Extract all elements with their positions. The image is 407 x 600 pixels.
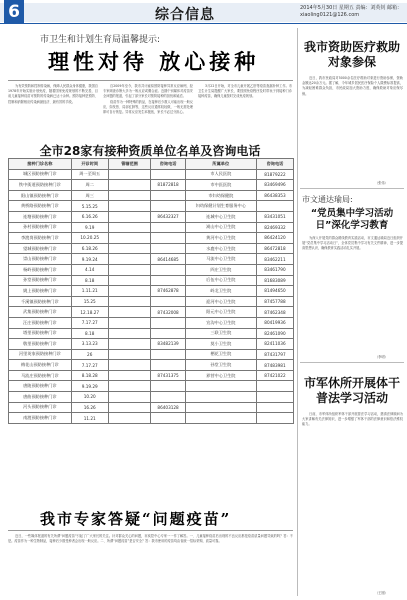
table-cell [108,169,151,180]
table-cell [108,254,151,265]
table-cell: 三联卫生院 [185,328,256,339]
table-cell [256,402,293,413]
table-cell: 8.18 [71,275,108,286]
table-cell: 83461790 [256,264,293,275]
table-row [9,402,294,413]
table-cell [108,402,151,413]
table-cell: 9.19.29 [71,381,108,392]
table-cell: 11.21 [71,413,108,424]
table-row [9,286,294,297]
table-cell [185,392,256,403]
lead-divider [8,80,293,81]
right-headline-2: “党员集中学习活动日”深化学习教育 [310,208,394,231]
table-cell [108,264,151,275]
table-cell: 孙堂卫生院 [185,360,256,371]
table-cell [108,360,151,371]
table-cell: 83482139 [151,339,185,350]
table-cell: 南渡预防接种门诊 [9,413,72,424]
table-cell: 8.18 [71,328,108,339]
table-cell [151,317,185,328]
column-divider [297,28,298,596]
table-cell [256,201,293,212]
vaccination-table [8,158,294,424]
table-cell: 83469496 [256,180,293,191]
table-cell [256,413,293,424]
table-cell: 岭北卫生院 [185,286,256,297]
table-cell [108,307,151,318]
table-cell: 82469332 [256,222,293,233]
table-cell: 阳山镇预防接种门诊 [9,190,72,201]
page-number: 6 [4,0,24,24]
table-cell [108,381,151,392]
table-cell: 妇幼保健计划生育服务中心 [185,201,256,212]
section-title: 综合信息 [155,7,215,23]
table-cell [151,233,185,244]
table-cell [256,381,293,392]
byline-3: （王刚） [375,591,388,595]
lead-paragraph: 为有效预防和控制传染病，保障人民群众身体健康，我国自1978年开始实施计划免疫，随着国家免疫规划的不断完善，目前儿童接种疫苗可预防的传染病已达十余种。预防接种是预防、控制和消除相应传染病最经济、最有效的手段。 [8,84,98,104]
table-cell: 界营中心卫生院 [185,370,256,381]
table-cell: 86403128 [151,402,185,413]
table-cell: 87462878 [151,286,185,297]
column-header: 咨询电话 [256,159,293,170]
table-row [9,307,294,318]
table-cell: 81494650 [256,286,293,297]
table-cell: 阳元中心卫生院 [185,307,256,318]
table-cell: 武集预防接种门诊 [9,307,72,318]
table-cell: 86438353 [256,190,293,201]
table-cell: 周一至周五 [71,169,108,180]
table-cell: 栖花卫生院 [185,349,256,360]
table-row [9,381,294,392]
byline-1: （张伟） [375,181,388,185]
table-cell [256,392,293,403]
right-kicker-2: 市文通达瑜局: [302,195,353,204]
table-cell [108,180,151,191]
table-cell: 87483981 [256,360,293,371]
table-cell: 10.20 [71,392,108,403]
lead-kicker: 市卫生和计划生育局温馨提示: [40,35,161,45]
table-cell [151,360,185,371]
table-cell: 82411036 [256,339,293,350]
table-cell [108,190,151,201]
table-row [9,296,294,307]
table-row [9,349,294,360]
lead-paragraph: 疫苗作为一种特殊的药品，在接种后少数人可能出现一般反应，如发热、局部红肿等，这些反应通常较轻微，一般无需处理即可自行恢复。异常反应发生率极低，家长不必过分担心。 [103,99,193,115]
table-cell [108,211,151,222]
table-row [9,339,294,350]
table-cell: 6.18.26 [71,243,108,254]
table-cell: 87432008 [151,307,185,318]
table-cell: 千溪镇预防接种门诊 [9,296,72,307]
table-cell: 86414685 [151,254,185,265]
table-row [9,211,294,222]
table-cell: 市妇幼保健院 [185,190,256,201]
table-cell: 7.17.27 [71,317,108,328]
bottom-paragraph: 近日，一些媒体报道的有关所谓“问题疫苗”引起了广大家长的关注。针对群众关心的问题，市疾控中心专家一一作了解答。一、儿童接种疫苗后出现的不良反应都是疫苗质量问题导致的吗？答：不是。疫苗作为一种生物制品，接种后少数受种者会出现一般反应。二、所谓“问题疫苗”是否安全？答：我市使用的疫苗均由省统一招标采购，质量可靠。 [8,534,293,544]
table-title: 全市28家有接种资质单位名单及咨询电话 [39,144,261,158]
table-row [9,222,294,233]
right-divider-1 [300,188,404,189]
table-cell: 3.13.23 [71,339,108,350]
table-cell: 莫小卫生院 [185,339,256,350]
table-cell [151,243,185,254]
table-cell: 86472818 [256,243,293,254]
table-row [9,413,294,424]
table-cell: 87457788 [256,296,293,307]
table-cell: 黄桥路预防接种门诊 [9,201,72,212]
table-cell [108,339,151,350]
table-cell [108,243,151,254]
table-cell [151,349,185,360]
table-row [9,201,294,212]
table-cell: 黄河中心卫生院 [185,233,256,244]
table-cell [151,222,185,233]
table-cell [108,201,151,212]
table-row [9,328,294,339]
right-body-1 [302,76,403,180]
table-row [9,190,294,201]
table-cell [151,296,185,307]
byline-2: （李明） [375,355,388,359]
table-cell: 市人民医院 [185,169,256,180]
right-headline-3: 市军休所开展体干普法学习活动 [303,376,400,405]
table-cell: 宣沟中心卫生院 [185,317,256,328]
table-cell: 81683089 [256,275,293,286]
table-cell [108,413,151,424]
table-cell: 汪庄预防接种门诊 [9,317,72,328]
column-header: 开诊时间 [71,159,108,170]
right-body-3 [302,412,403,590]
table-cell: 周三 [71,190,108,201]
table-cell [151,275,185,286]
table-cell: 87431375 [151,370,185,381]
table-cell: 86432327 [151,211,185,222]
table-cell: 铁中街道预防接种门诊 [9,180,72,191]
table-cell: 迎河中心卫生院 [185,296,256,307]
table-header-row [9,159,294,170]
table-cell [108,286,151,297]
table-cell: 后伍中心卫生院 [185,275,256,286]
table-cell: 崇山预防接种门诊 [9,254,72,265]
table-cell: 7.17.27 [71,360,108,371]
table-cell: 梅花山预防接种门诊 [9,360,72,371]
table-cell: 6.16.26 [71,211,108,222]
table-cell [108,233,151,244]
table-cell [108,296,151,307]
table-cell [151,201,185,212]
table-cell: 孙堂预防接种门诊 [9,275,72,286]
column-header: 管辖范围 [108,159,151,170]
table-cell: 12.18.27 [71,307,108,318]
right-divider-2 [300,362,404,363]
table-cell [151,381,185,392]
table-row [9,169,294,180]
table-cell: 周二 [71,180,108,191]
table-row [9,360,294,371]
lead-column-1 [8,84,98,140]
table-cell [108,222,151,233]
table-cell: 9.19 [71,222,108,233]
header-meta: 2014年5月30日 星期五 责编：刘英钊 邮箱：xiaoling0121@126.com [300,5,403,18]
table-cell [108,275,151,286]
table-cell: 姚上预防接种门诊 [9,286,72,297]
right-paragraph: 日前，市军休所组织军休干部开展普法学习活动，邀请法律顾问为大家讲解有关法律知识，进一步增强了军休干部的法律意识和依法维权能力。 [302,412,403,427]
table-cell: 望城预防接种门诊 [9,243,72,254]
table-cell [108,317,151,328]
bottom-headline: 我市专家答疑“问题疫苗” [40,510,232,528]
column-header: 接种门诊名称 [9,159,72,170]
table-cell: 87462348 [256,307,293,318]
table-row [9,264,294,275]
table-cell [151,190,185,201]
table-cell [108,392,151,403]
table-cell [185,402,256,413]
lead-paragraph: 自2009年至今，我市共计疑似预防接种异常反应病例，经专家调查诊断大多为一般反应或偶合症。近期个别媒体对疫苗安全问题的报道，引起了部分家长对预防接种的担忧和疑虑。 [103,84,193,99]
table-cell: 81879222 [256,169,293,180]
table-cell: 嵩山中心卫生院 [185,222,256,233]
table-cell: 唐曲预防接种门诊 [9,392,72,403]
table-cell: 水鹿中心卫生院 [185,243,256,254]
table-cell [151,413,185,424]
table-cell [108,370,151,381]
table-body [9,169,294,423]
bottom-divider [8,530,293,531]
bottom-body [8,534,293,596]
table-cell: 83431051 [256,211,293,222]
table-row [9,392,294,403]
table-cell: 1.11.21 [71,286,108,297]
table-cell: 马流中心卫生院 [185,254,256,265]
right-paragraph: 近日，我市民政局对5000余名医疗救助对象进行资助参保，资助金额达20余万元。据了解，今年城乡居民医疗保险个人缴费标准提高，为减轻困难群众负担，市民政局加大资助力度，确保救助对象应保尽保。 [302,76,403,96]
table-cell: 83462211 [256,254,293,265]
table-cell: 8.18.28 [71,370,108,381]
table-cell: 80419936 [256,317,293,328]
table-cell: 81872818 [151,180,185,191]
table-cell: 杨岭预防接种门诊 [9,264,72,275]
column-header: 所属单位 [185,159,256,170]
table-cell: 82461090 [256,328,293,339]
table-cell: 四庄卫生院 [185,264,256,275]
table-cell: 16.26 [71,402,108,413]
table-cell: 市中医医院 [185,180,256,191]
table-cell: 87431797 [256,349,293,360]
table-row [9,275,294,286]
table-cell: 9.19.24 [71,254,108,265]
lead-headline: 理性对待 放心接种 [48,49,260,74]
lead-column-3 [198,84,292,140]
right-headline-1: 我市资助医疗救助对象参保 [303,40,400,69]
table-cell: 4.14 [71,264,108,275]
table-row [9,243,294,254]
table-cell: 城区预防接种门诊 [9,169,72,180]
header-divider [0,23,407,24]
table-cell [151,264,185,275]
right-body-2 [302,236,403,352]
table-cell: 连城中心卫生院 [185,211,256,222]
table-cell: 87421022 [256,370,293,381]
lead-paragraph: 3月22日开始，对全市儿童开展乙肝等疫苗查漏补种工作。市卫生计生局提醒广大家长，要按照免疫程序及时带孩子到接种门诊接种疫苗，确保儿童按时完成免疫规划。 [198,84,292,99]
table-cell [185,381,256,392]
table-cell: 10.20.25 [71,233,108,244]
table-cell: 5.15.25 [71,201,108,212]
table-cell [108,349,151,360]
table-cell: 马流庄预防接种门诊 [9,370,72,381]
table-cell [151,328,185,339]
table-cell [185,413,256,424]
table-cell: 连塘预防接种门诊 [9,211,72,222]
table-cell: 塔里预防接种门诊 [9,328,72,339]
table-row [9,317,294,328]
table-row [9,254,294,265]
table-cell [151,169,185,180]
page-header [0,0,407,24]
table-cell: 86424120 [256,233,293,244]
table-cell [108,328,151,339]
right-paragraph: 为深入开展党的群众路线教育实践活动，市文通达瑜局近日组织开展“党员集中学习活动日”，全体党员集中学习有关文件精神，进一步提高思想认识，确保教育实践活动扎实开展。 [302,236,403,251]
table-row [9,233,294,244]
table-cell: 孙村预防接种门诊 [9,222,72,233]
table-cell: 李渡岗预防接种门诊 [9,233,72,244]
table-row [9,180,294,191]
table-cell: 河头预防接种门诊 [9,402,72,413]
table-cell: 15.25 [71,296,108,307]
column-header: 咨询电话 [151,159,185,170]
table-cell: 26 [71,349,108,360]
table-cell [151,392,185,403]
table-cell: 敬里预防接种门诊 [9,339,72,350]
table-row [9,370,294,381]
table-cell: 唐陵预防接种门诊 [9,381,72,392]
lead-column-2 [103,84,193,140]
table-cell: 河里英家预防接种门诊 [9,349,72,360]
